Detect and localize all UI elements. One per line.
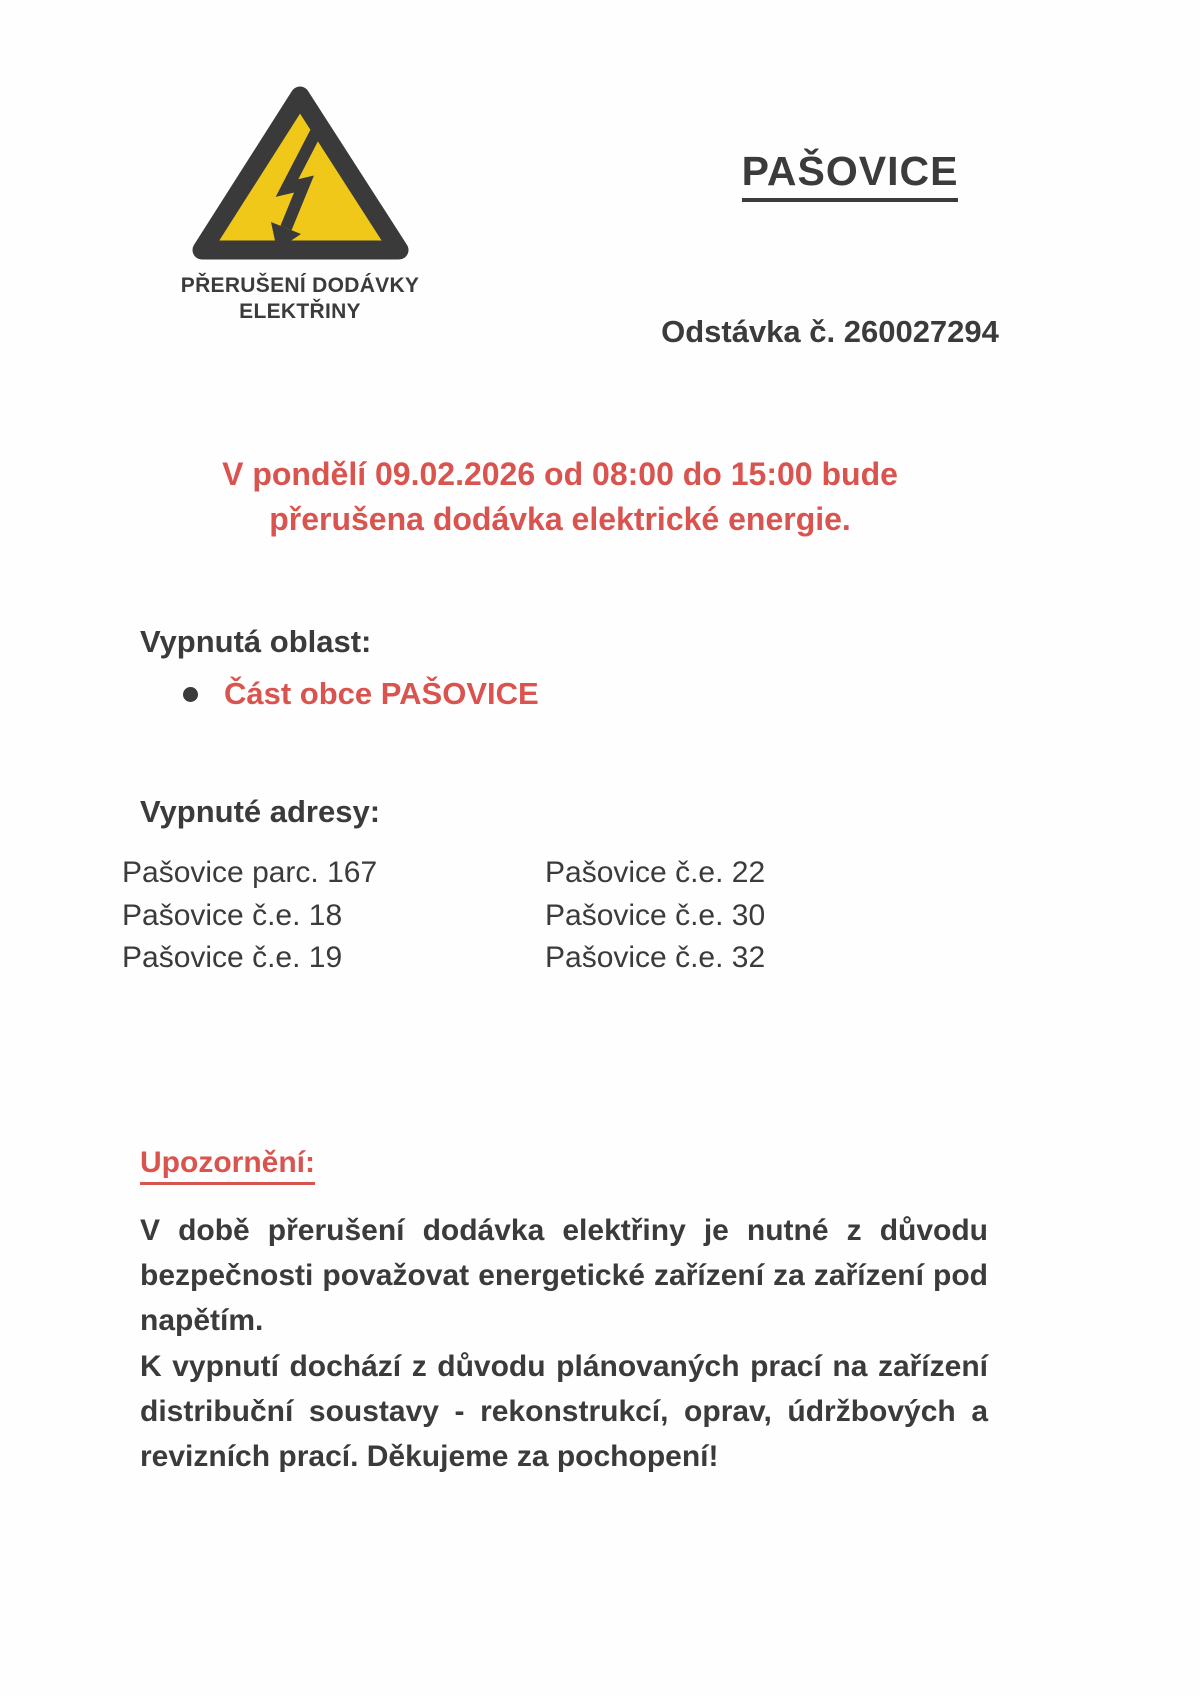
warning-caption bbox=[150, 273, 450, 326]
address-column-right bbox=[545, 852, 765, 980]
address-item: Pašovice č.e. 30 bbox=[545, 898, 766, 932]
address-item: Pašovice parc. 167 bbox=[122, 856, 378, 889]
notice-heading bbox=[140, 1146, 315, 1185]
municipality-title: PAŠOVICE bbox=[742, 148, 959, 202]
address-item: Pašovice č.e. 18 bbox=[122, 898, 343, 932]
outage-intro bbox=[100, 452, 1020, 542]
address-item: Pašovice č.e. 32 bbox=[545, 941, 766, 975]
notice-heading-text: Upozornění: bbox=[140, 1146, 315, 1185]
municipality-title-wrap bbox=[640, 148, 1060, 202]
address-item: Pašovice č.e. 19 bbox=[122, 941, 343, 975]
notice-paragraph-2: K vypnutí dochází z důvodu plánovaných prací na zařízení distribuční soustavy - rekonstrukcí, oprav, údržbových a revizních prací. Děkujeme za pochopení! bbox=[140, 1350, 988, 1473]
warning-sign-block bbox=[150, 80, 450, 326]
warning-caption-line2: ELEKTŘINY bbox=[239, 300, 361, 324]
addresses-heading: Vypnuté adresy: bbox=[140, 794, 381, 829]
outage-number: Odstávka č. 260027294 bbox=[661, 314, 999, 349]
address-column-left bbox=[122, 852, 377, 980]
bullet-icon bbox=[183, 687, 198, 702]
notice-paragraph-1: V době přerušení dodávka elektřiny je nutné z důvodu bezpečnosti považovat energetické zařízení za zařízení pod napětím. bbox=[140, 1214, 988, 1337]
outage-intro-line2: přerušena dodávka elektrické energie. bbox=[269, 500, 851, 537]
area-heading: Vypnutá oblast: bbox=[140, 624, 372, 659]
area-item-text: Část obce PAŠOVICE bbox=[224, 676, 539, 711]
high-voltage-warning-icon bbox=[188, 80, 413, 265]
address-item: Pašovice č.e. 22 bbox=[545, 856, 766, 889]
warning-caption-line1: PŘERUŠENÍ DODÁVKY bbox=[180, 274, 420, 297]
area-list-item bbox=[183, 676, 539, 712]
outage-intro-line1: V pondělí 09.02.2026 od 08:00 do 15:00 bude bbox=[222, 456, 898, 492]
